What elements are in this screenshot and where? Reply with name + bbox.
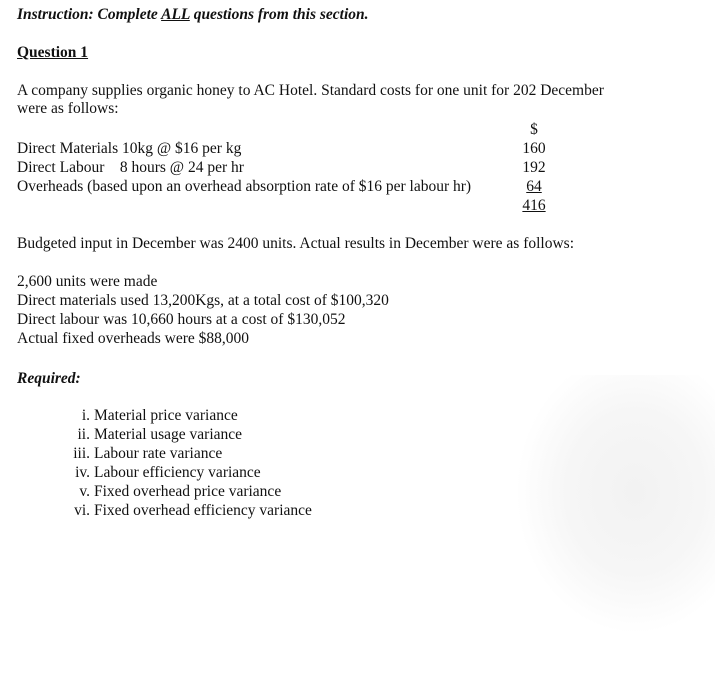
actual-result-2: Direct materials used 13,200Kgs, at a total cost of $100,320 — [17, 292, 389, 309]
required-item-text: Fixed overhead efficiency variance — [94, 502, 312, 519]
cost-line-labour: Direct Labour 8 hours @ 24 per hr — [17, 159, 244, 176]
actual-result-4: Actual fixed overheads were $88,000 — [17, 330, 249, 347]
required-item-text: Material usage variance — [94, 426, 243, 443]
cost-line-overheads: Overheads (based upon an overhead absorption rate of $16 per labour hr) — [17, 178, 472, 195]
required-item-text: Fixed overhead price variance — [94, 483, 282, 500]
instruction-line — [17, 6, 369, 24]
currency-header: $ — [530, 121, 538, 138]
intro-line-1: A company supplies organic honey to AC Hotel. Standard costs for one unit for 202 December — [17, 82, 604, 99]
cost-amount-overheads — [504, 178, 564, 196]
cost-line-materials: Direct Materials 10kg @ $16 per kg — [17, 140, 242, 157]
required-item-number: v. — [79, 483, 90, 500]
required-item — [60, 464, 261, 482]
required-item-text: Material price variance — [94, 407, 238, 424]
required-item-text: Labour efficiency variance — [94, 464, 261, 481]
cost-total — [504, 197, 564, 215]
required-item-text: Labour rate variance — [94, 445, 223, 462]
cost-amount-labour: 192 — [522, 159, 546, 176]
required-item-number: vi. — [74, 502, 90, 519]
required-item-number: iii. — [73, 445, 90, 462]
cost-amount-overheads-value: 64 — [526, 178, 542, 195]
required-item-number: iv. — [75, 464, 90, 481]
intro-line-2: were as follows: — [17, 100, 119, 117]
required-item — [60, 483, 281, 501]
required-item — [60, 426, 242, 444]
page-smudge — [515, 375, 715, 635]
cost-amount-materials: 160 — [522, 140, 546, 157]
question-title: Question 1 — [17, 44, 89, 61]
instruction-prefix: Instruction: Complete — [17, 6, 162, 23]
required-item-number: ii. — [77, 426, 90, 443]
required-item — [60, 407, 238, 425]
instruction-emphasis: ALL — [161, 6, 190, 23]
required-title: Required: — [17, 370, 81, 387]
required-item — [60, 502, 312, 520]
actual-result-3: Direct labour was 10,660 hours at a cost of $130,052 — [17, 311, 346, 328]
cost-total-value: 416 — [522, 197, 546, 214]
instruction-suffix: questions from this section. — [189, 6, 369, 23]
actual-result-1: 2,600 units were made — [17, 273, 158, 290]
budget-line: Budgeted input in December was 2400 units. Actual results in December were as follows: — [17, 235, 575, 252]
required-item-number: i. — [81, 407, 90, 424]
required-item — [60, 445, 222, 463]
